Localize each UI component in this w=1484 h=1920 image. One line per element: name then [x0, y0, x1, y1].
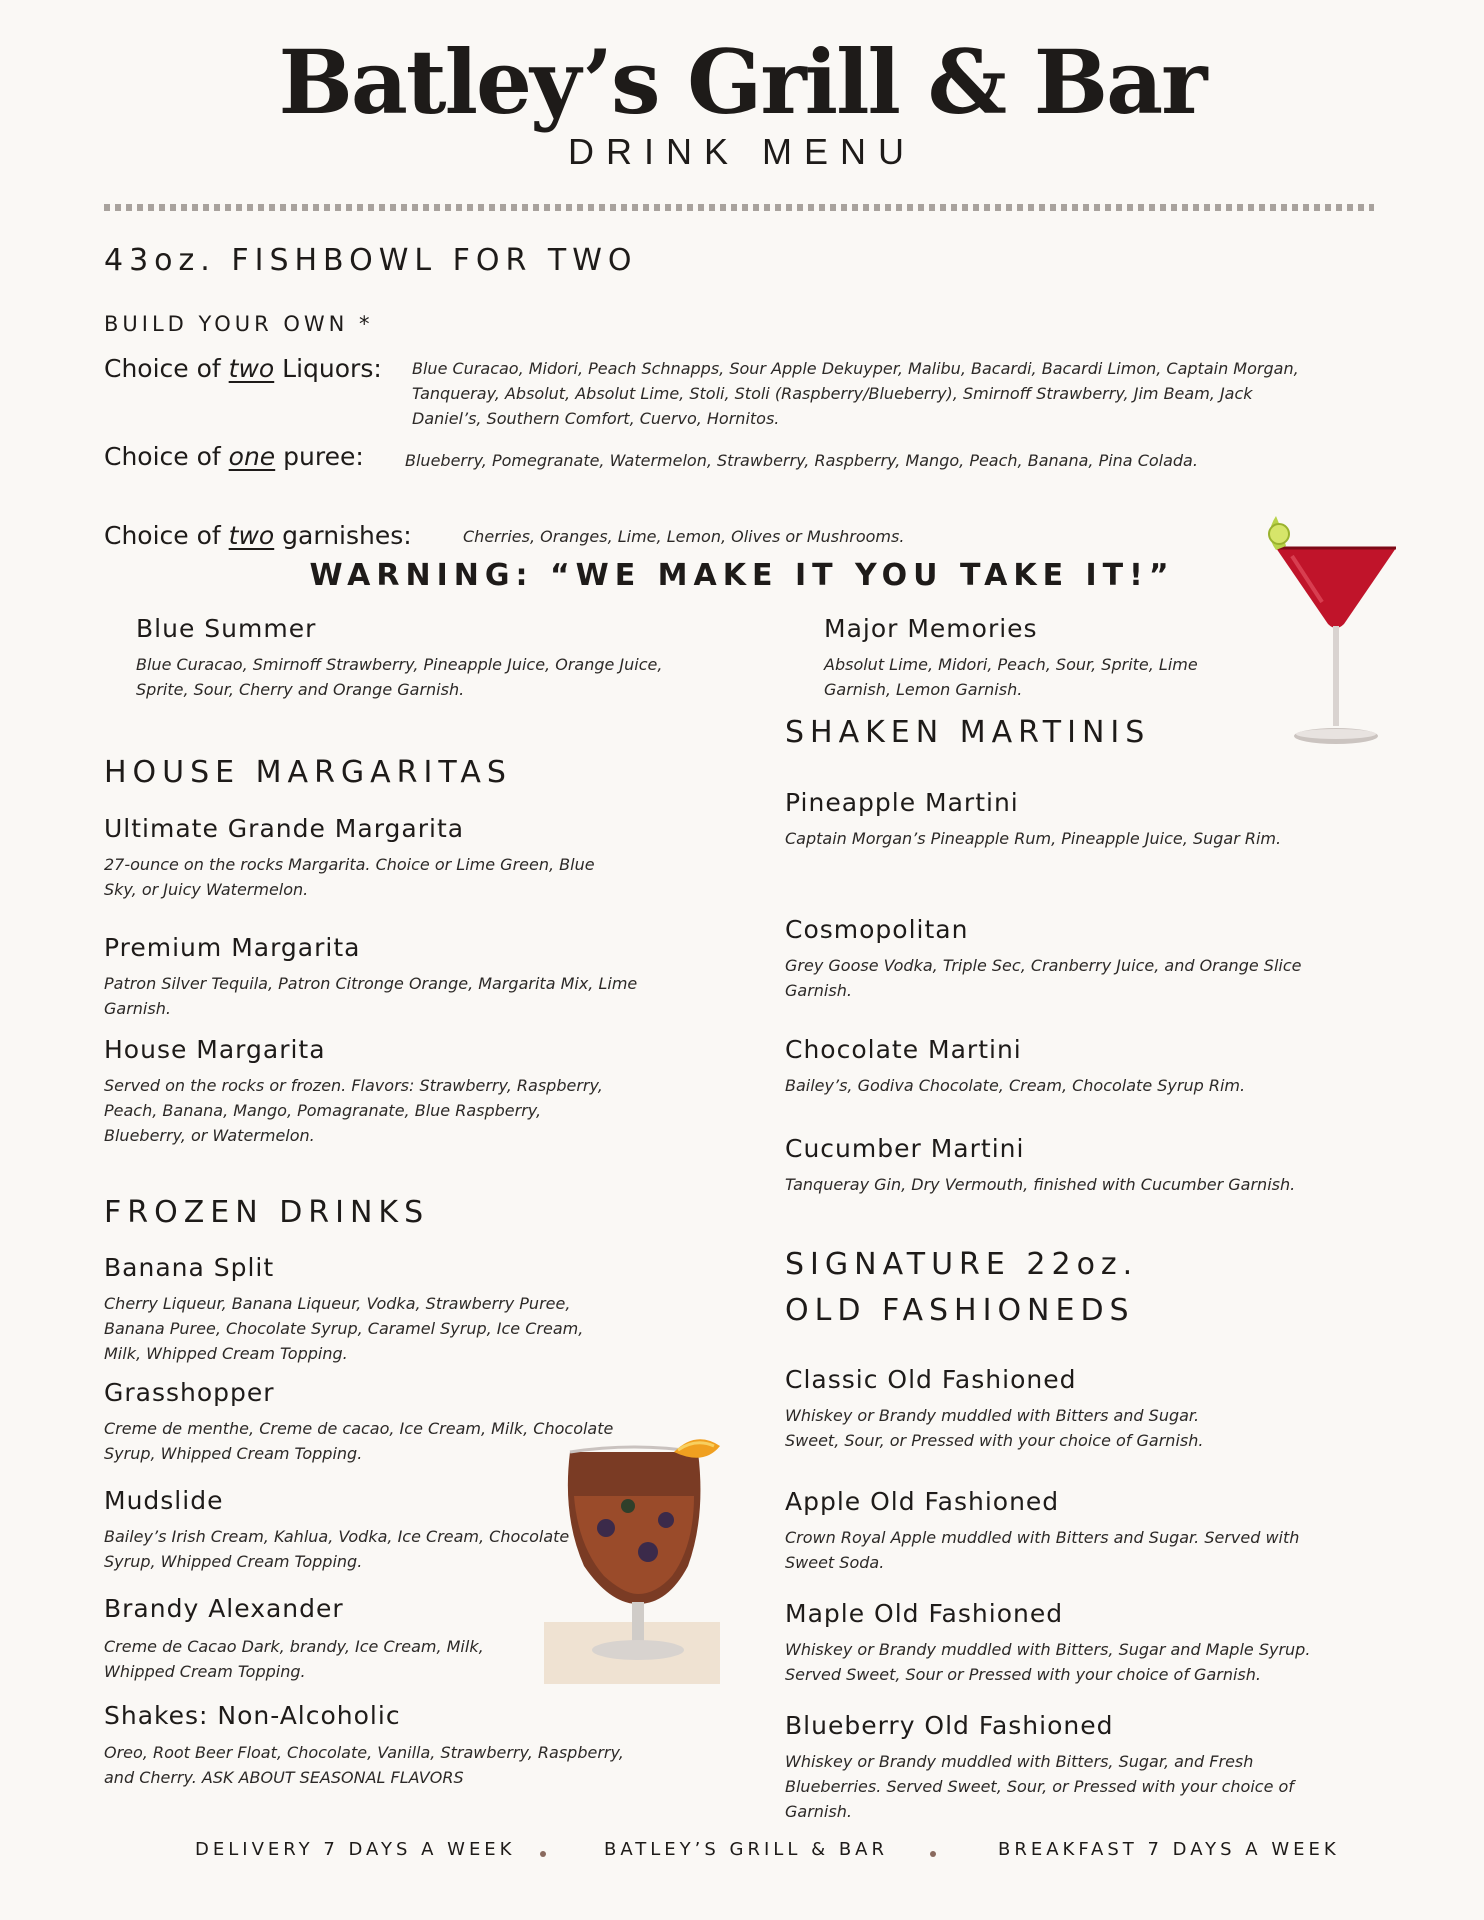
martini-glass-image [1262, 506, 1402, 752]
snifter-cocktail-image [544, 1436, 750, 1688]
item-description: Grey Goose Vodka, Triple Sec, Cranberry Juice, and Orange Slice Garnish. [785, 956, 1302, 1000]
item-description: 27-ounce on the rocks Margarita. Choice or Lime Green, Blue Sky, or Juicy Watermelon. [104, 855, 595, 899]
item-name: Cosmopolitan [785, 915, 969, 944]
item-description: Whiskey or Brandy muddled with Bitters, Sugar, and Fresh Blueberries. Served Sweet, Sour, or Pressed with your choice of Garnish. [785, 1752, 1294, 1821]
dotted-divider [104, 204, 1374, 211]
footer-delivery: DELIVERY 7 DAYS A WEEK [195, 1839, 516, 1860]
item-description: Oreo, Root Beer Float, Chocolate, Vanilla, Strawberry, Raspberry, and Cherry. ASK ABOUT SEASONAL FLAVORS [104, 1743, 624, 1787]
item-name: Grasshopper [104, 1378, 275, 1407]
footer-breakfast: BREAKFAST 7 DAYS A WEEK [998, 1839, 1340, 1860]
item-description: Absolut Lime, Midori, Peach, Sour, Sprite, Lime Garnish, Lemon Garnish. [824, 655, 1198, 699]
old-fashioneds-heading-line1: SIGNATURE 22oz. [785, 1247, 1139, 1282]
item-description: Captain Morgan’s Pineapple Rum, Pineapple Juice, Sugar Rim. [785, 829, 1282, 848]
item-description: Bailey’s Irish Cream, Kahlua, Vodka, Ice Cream, Chocolate Syrup, Whipped Cream Topping. [104, 1527, 570, 1571]
frozen-drinks-heading: FROZEN DRINKS [104, 1195, 430, 1230]
item-description: Blue Curacao, Smirnoff Strawberry, Pineapple Juice, Orange Juice, Sprite, Sour, Cherry and Orange Garnish. [136, 655, 663, 699]
margaritas-heading: HOUSE MARGARITAS [104, 755, 512, 790]
item-name: Chocolate Martini [785, 1035, 1022, 1064]
item-name: Apple Old Fashioned [785, 1487, 1060, 1516]
garnish-list: Cherries, Oranges, Lime, Lemon, Olives or Mushrooms. [463, 527, 905, 546]
item-description: Whiskey or Brandy muddled with Bitters and Sugar. Sweet, Sour, or Pressed with your choice of Garnish. [785, 1406, 1204, 1450]
item-name: House Margarita [104, 1035, 326, 1064]
item-name: Major Memories [824, 614, 1038, 643]
item-name: Cucumber Martini [785, 1134, 1025, 1163]
footer-restaurant-name: BATLEY’S GRILL & BAR [604, 1839, 888, 1860]
item-name: Shakes: Non-Alcoholic [104, 1701, 401, 1730]
warning-banner: WARNING: “WE MAKE IT YOU TAKE IT!” [309, 558, 1175, 593]
item-name: Premium Margarita [104, 933, 361, 962]
fishbowl-heading: 43oz. FISHBOWL FOR TWO [104, 243, 638, 278]
item-name: Mudslide [104, 1486, 224, 1515]
old-fashioneds-heading-line2: OLD FASHIONEDS [785, 1293, 1135, 1328]
garnish-choice-label: Choice of two garnishes: [104, 521, 412, 550]
puree-choice-label: Choice of one puree: [104, 442, 364, 471]
item-description: Cherry Liqueur, Banana Liqueur, Vodka, Strawberry Puree, Banana Puree, Chocolate Syrup, Caramel Syrup, Ice Cream, Milk, Whipped Cream Topping. [104, 1294, 584, 1363]
item-name: Classic Old Fashioned [785, 1365, 1077, 1394]
footer-separator-dot [930, 1851, 936, 1857]
item-description: Creme de menthe, Creme de cacao, Ice Cream, Milk, Chocolate Syrup, Whipped Cream Topping. [104, 1419, 614, 1463]
puree-list: Blueberry, Pomegranate, Watermelon, Strawberry, Raspberry, Mango, Peach, Banana, Pina Colada. [405, 451, 1198, 470]
liquors-choice-label: Choice of two Liquors: [104, 354, 382, 383]
liquors-list: Blue Curacao, Midori, Peach Schnapps, Sour Apple Dekuyper, Malibu, Bacardi, Bacardi Limon, Captain Morgan, Tanqueray, Absolut, Absolut Lime, Stoli, Stoli (Raspberry/Blueberry), Smirnoff Strawberry, Jim Beam, Jack Daniel’s, Southern Comfort, Cuervo, Hornitos. [412, 359, 1299, 428]
item-name: Blueberry Old Fashioned [785, 1711, 1114, 1740]
item-description: Crown Royal Apple muddled with Bitters and Sugar. Served with Sweet Soda. [785, 1528, 1300, 1572]
build-your-own-label: BUILD YOUR OWN * [104, 312, 374, 336]
footer-separator-dot [540, 1851, 546, 1857]
item-name: Ultimate Grande Margarita [104, 814, 465, 843]
item-description: Patron Silver Tequila, Patron Citronge Orange, Margarita Mix, Lime Garnish. [104, 974, 638, 1018]
item-description: Served on the rocks or frozen. Flavors: Strawberry, Raspberry, Peach, Banana, Mango, Pomagranate, Blue Raspberry, Blueberry, or Watermelon. [104, 1076, 603, 1145]
martinis-heading: SHAKEN MARTINIS [785, 715, 1151, 750]
item-description: Bailey’s, Godiva Chocolate, Cream, Chocolate Syrup Rim. [785, 1076, 1246, 1095]
item-name: Pineapple Martini [785, 788, 1019, 817]
menu-subtitle: DRINK MENU [567, 131, 916, 172]
item-description: Creme de Cacao Dark, brandy, Ice Cream, Milk, Whipped Cream Topping. [104, 1637, 484, 1681]
menu-title: Batley’s Grill & Bar [278, 30, 1206, 134]
item-name: Banana Split [104, 1253, 275, 1282]
item-name: Maple Old Fashioned [785, 1599, 1064, 1628]
item-description: Tanqueray Gin, Dry Vermouth, finished with Cucumber Garnish. [785, 1175, 1296, 1194]
item-name: Blue Summer [136, 614, 317, 643]
item-description: Whiskey or Brandy muddled with Bitters, Sugar and Maple Syrup. Served Sweet, Sour or Pressed with your choice of Garnish. [785, 1640, 1311, 1684]
item-name: Brandy Alexander [104, 1594, 344, 1623]
